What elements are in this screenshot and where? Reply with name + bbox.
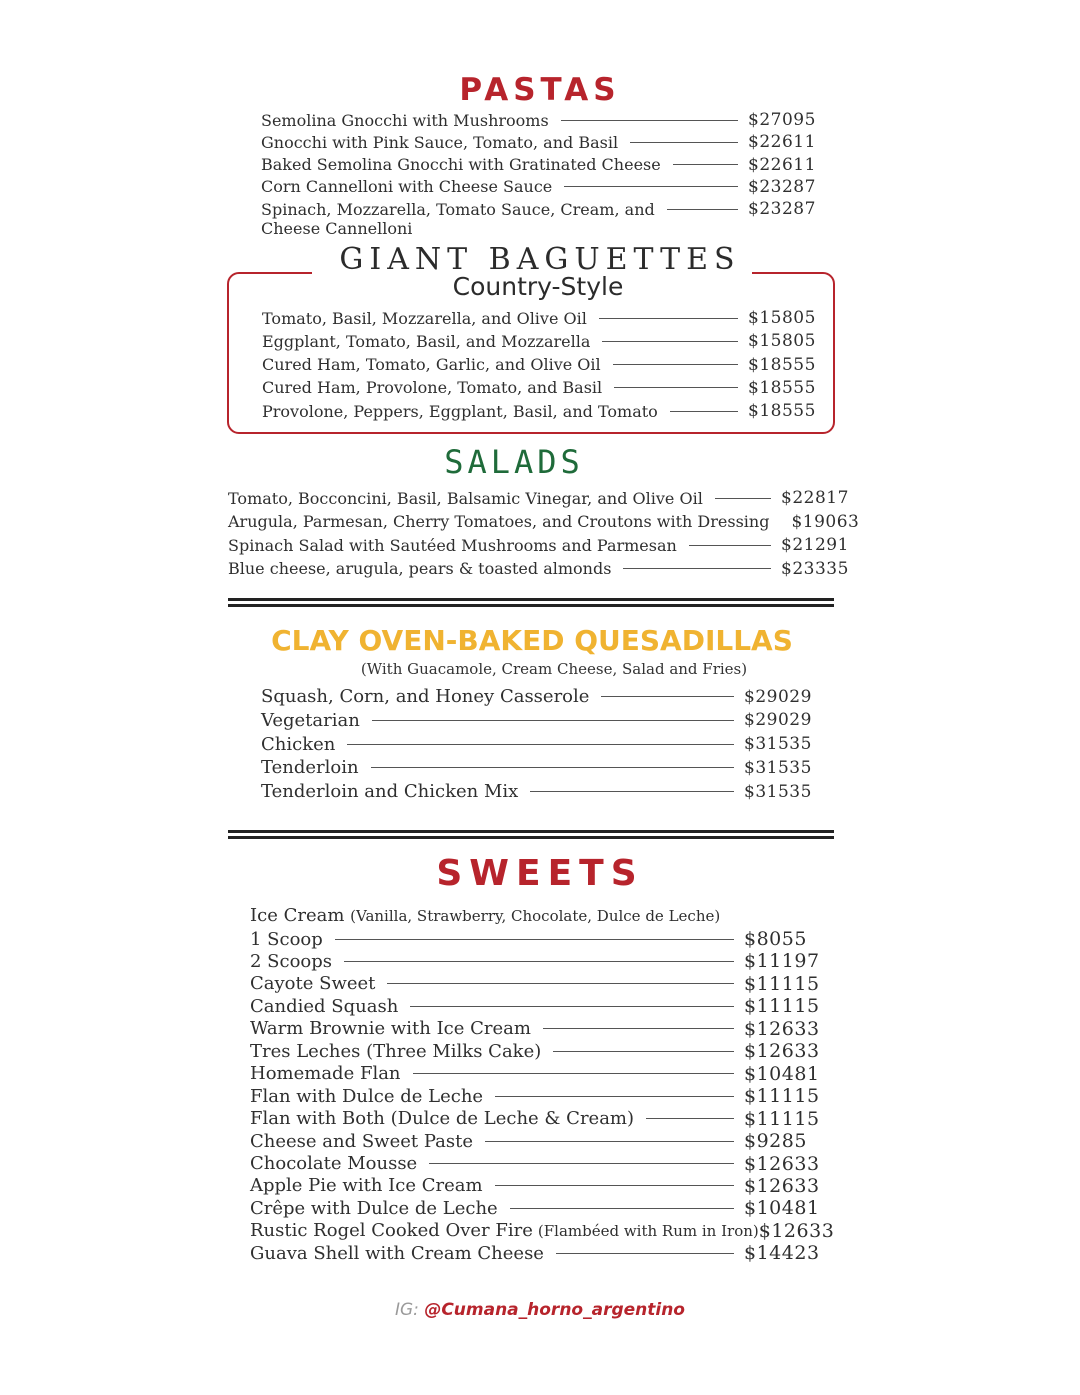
leader-line (564, 186, 738, 187)
sweets-item-price: $12633 (744, 1174, 820, 1197)
sweets-item-price: $12633 (744, 1017, 820, 1040)
quesadillas-item-price: $31535 (744, 757, 812, 778)
quesadillas-item-price: $29029 (744, 710, 812, 731)
sweets-item-name: Warm Brownie with Ice Cream (250, 1018, 531, 1040)
sweets-item (250, 950, 820, 973)
leader-line (715, 498, 771, 499)
leader-line (630, 142, 738, 143)
quesadillas-subtitle: (With Guacamole, Cream Cheese, Salad and Fries) (360, 660, 748, 678)
leader-line (347, 744, 734, 745)
leader-line (646, 1118, 734, 1119)
sweets-item (250, 1219, 835, 1242)
leader-line (670, 411, 738, 412)
leader-line (613, 364, 738, 365)
sweets-item (250, 1062, 820, 1085)
baguettes-item-price: $18555 (748, 377, 816, 398)
quesadillas-item (261, 710, 816, 731)
salads-item-name: Arugula, Parmesan, Cherry Tomatoes, and Croutons with Dressing (228, 512, 770, 531)
instagram-footer (0, 1300, 1080, 1320)
sweets-item-note: (Flambéed with Rum in Iron) (537, 1221, 759, 1240)
divider-2 (228, 830, 834, 839)
pastas-item (261, 110, 820, 130)
sweets-item-name: Flan with Both (Dulce de Leche & Cream) (250, 1108, 635, 1130)
leader-line (413, 1073, 734, 1074)
sweets-item (250, 1085, 820, 1108)
baguettes-item-name: Provolone, Peppers, Eggplant, Basil, and Tomato (262, 401, 658, 421)
leader-line (495, 1185, 734, 1186)
leader-line (561, 120, 738, 121)
sweets-item-name: Flan with Dulce de Leche (250, 1085, 484, 1107)
baguettes-item-name: Cured Ham, Provolone, Tomato, and Basil (262, 378, 603, 398)
pastas-item-name: Gnocchi with Pink Sauce, Tomato, and Basil (261, 132, 619, 152)
salads-item-name: Spinach Salad with Sautéed Mushrooms and Parmesan (228, 535, 677, 555)
sweets-item-name: Homemade Flan (250, 1063, 401, 1085)
leader-line (667, 209, 738, 210)
sweets-item-price: $11197 (744, 950, 820, 973)
pastas-item-name: Spinach, Mozzarella, Tomato Sauce, Cream, and (261, 199, 655, 219)
salads-item (228, 559, 853, 579)
leader-line (335, 939, 734, 940)
baguettes-item-price: $15805 (748, 331, 816, 352)
sweets-item (250, 1107, 820, 1130)
sweets-title: SWEETS (436, 853, 644, 894)
sweets-item-name: Cheese and Sweet Paste (250, 1130, 474, 1152)
sweets-item (250, 1017, 820, 1040)
sweets-item-price: $11115 (744, 972, 820, 995)
sweets-item-name: 2 Scoops (250, 950, 333, 972)
salads-item-price: $21291 (781, 535, 849, 555)
leader-line (429, 1163, 734, 1164)
leader-line (510, 1208, 734, 1209)
sweets-item-name: 1 Scoop (250, 928, 323, 950)
pastas-item (261, 199, 820, 219)
leader-line (673, 164, 738, 165)
sweets-item-name: Crêpe with Dulce de Leche (250, 1197, 498, 1219)
quesadillas-title: CLAY OVEN-BAKED QUESADILLAS (271, 624, 793, 657)
salads-item (228, 535, 853, 555)
salads-item-price: $23335 (781, 558, 849, 579)
sweets-item (250, 1040, 820, 1063)
baguettes-item (262, 401, 820, 421)
sweets-item-price: $9285 (744, 1130, 807, 1153)
sweets-item-name: Candied Squash (250, 995, 399, 1017)
quesadillas-item-name: Chicken (261, 733, 336, 755)
salads-item (228, 488, 853, 508)
quesadillas-item-name: Vegetarian (261, 709, 360, 731)
quesadillas-item (261, 781, 816, 802)
pastas-item-price: $23287 (748, 199, 816, 220)
leader-line (689, 545, 771, 546)
leader-line (387, 983, 734, 984)
sweets-item (250, 995, 820, 1018)
baguettes-item-name: Eggplant, Tomato, Basil, and Mozzarella (262, 331, 591, 351)
leader-line (614, 387, 738, 388)
quesadillas-item-price: $31535 (744, 734, 812, 755)
leader-line (623, 568, 771, 569)
baguettes-item-price: $15805 (748, 308, 816, 328)
sweets-item (250, 928, 816, 950)
ice-cream-label: Ice Cream (250, 905, 345, 926)
pastas-title: PASTAS (459, 72, 621, 108)
sweets-item-name: Tres Leches (Three Milks Cake) (250, 1040, 542, 1062)
quesadillas-item (261, 734, 816, 755)
leader-line (601, 696, 734, 697)
pastas-item (261, 155, 820, 175)
ice-cream-flavors: (Vanilla, Strawberry, Chocolate, Dulce de Leche) (350, 907, 721, 925)
quesadillas-item-price: $31535 (744, 781, 812, 802)
ig-label: IG: (394, 1300, 419, 1320)
baguettes-item (262, 378, 820, 398)
sweets-item-name: Apple Pie with Ice Cream (250, 1175, 483, 1197)
baguettes-subtitle: Country-Style (452, 272, 624, 301)
pastas-item-name: Corn Cannelloni with Cheese Sauce (261, 177, 553, 197)
sweets-item-price: $11115 (744, 995, 820, 1018)
leader-line (495, 1096, 734, 1097)
salads-item-price: $19063 (791, 511, 860, 532)
quesadillas-item (261, 686, 816, 707)
sweets-item (250, 1174, 820, 1197)
leader-line (344, 961, 734, 962)
baguettes-item (262, 331, 820, 351)
leader-line (530, 791, 734, 792)
leader-line (371, 767, 734, 768)
sweets-item (250, 1152, 820, 1175)
sweets-item-price: $10481 (744, 1197, 820, 1220)
sweets-item-price: $12633 (758, 1219, 835, 1242)
sweets-item-name: Rustic Rogel Cooked Over Fire (250, 1220, 533, 1242)
pastas-item-name: Semolina Gnocchi with Mushrooms (261, 110, 549, 130)
pastas-item-price: $23287 (748, 176, 816, 197)
pastas-item-name: Baked Semolina Gnocchi with Gratinated Cheese (261, 155, 661, 175)
quesadillas-item-price: $29029 (744, 686, 812, 707)
sweets-item-price: $10481 (744, 1062, 820, 1085)
sweets-item (250, 972, 820, 995)
quesadillas-item-name: Tenderloin and Chicken Mix (261, 781, 519, 803)
sweets-item-price: $12633 (744, 1152, 820, 1175)
salads-item (228, 511, 860, 532)
sweets-item-price: $12633 (744, 1040, 820, 1063)
baguettes-item-price: $18555 (748, 354, 816, 375)
sweets-item (250, 1130, 816, 1152)
baguettes-item (262, 308, 820, 328)
sweets-item-name: Guava Shell with Cream Cheese (250, 1242, 544, 1264)
baguettes-item (262, 355, 820, 375)
divider-1 (228, 598, 834, 607)
salads-item-name: Blue cheese, arugula, pears & toasted almonds (228, 559, 612, 578)
salads-title: SALADS (444, 443, 584, 481)
sweets-item-price: $8055 (744, 928, 807, 950)
ice-cream-heading (250, 905, 720, 926)
sweets-item-name: Cayote Sweet (250, 973, 376, 995)
leader-line (599, 318, 738, 319)
leader-line (553, 1051, 734, 1052)
sweets-item (250, 1242, 820, 1265)
baguettes-title: GIANT BAGUETTES (339, 242, 741, 277)
leader-line (602, 341, 738, 342)
ig-handle[interactable]: @Cumana_horno_argentino (424, 1300, 685, 1320)
pastas-continuation: Cheese Cannelloni (261, 219, 413, 238)
baguettes-item-name: Tomato, Basil, Mozzarella, and Olive Oil (262, 308, 587, 328)
leader-line (372, 720, 734, 721)
baguettes-item-name: Cured Ham, Tomato, Garlic, and Olive Oil (262, 355, 601, 375)
sweets-item-price: $14423 (744, 1242, 820, 1265)
pastas-item-price: $22611 (748, 154, 816, 175)
quesadillas-item (261, 757, 816, 778)
pastas-item (261, 177, 820, 197)
sweets-item-price: $11115 (744, 1085, 820, 1108)
quesadillas-item-name: Squash, Corn, and Honey Casserole (261, 686, 590, 707)
sweets-item-price: $11115 (744, 1107, 820, 1130)
pastas-item-price: $27095 (748, 110, 816, 130)
leader-line (410, 1006, 734, 1007)
leader-line (543, 1028, 734, 1029)
quesadillas-item-name: Tenderloin (261, 757, 359, 779)
pastas-item (261, 132, 820, 152)
sweets-item-name: Chocolate Mousse (250, 1153, 418, 1174)
salads-item-price: $22817 (781, 488, 849, 508)
leader-line (556, 1253, 734, 1254)
leader-line (485, 1141, 734, 1142)
baguettes-item-price: $18555 (748, 401, 816, 422)
salads-item-name: Tomato, Bocconcini, Basil, Balsamic Vinegar, and Olive Oil (228, 488, 703, 508)
sweets-item (250, 1197, 820, 1220)
pastas-item-price: $22611 (748, 132, 816, 153)
